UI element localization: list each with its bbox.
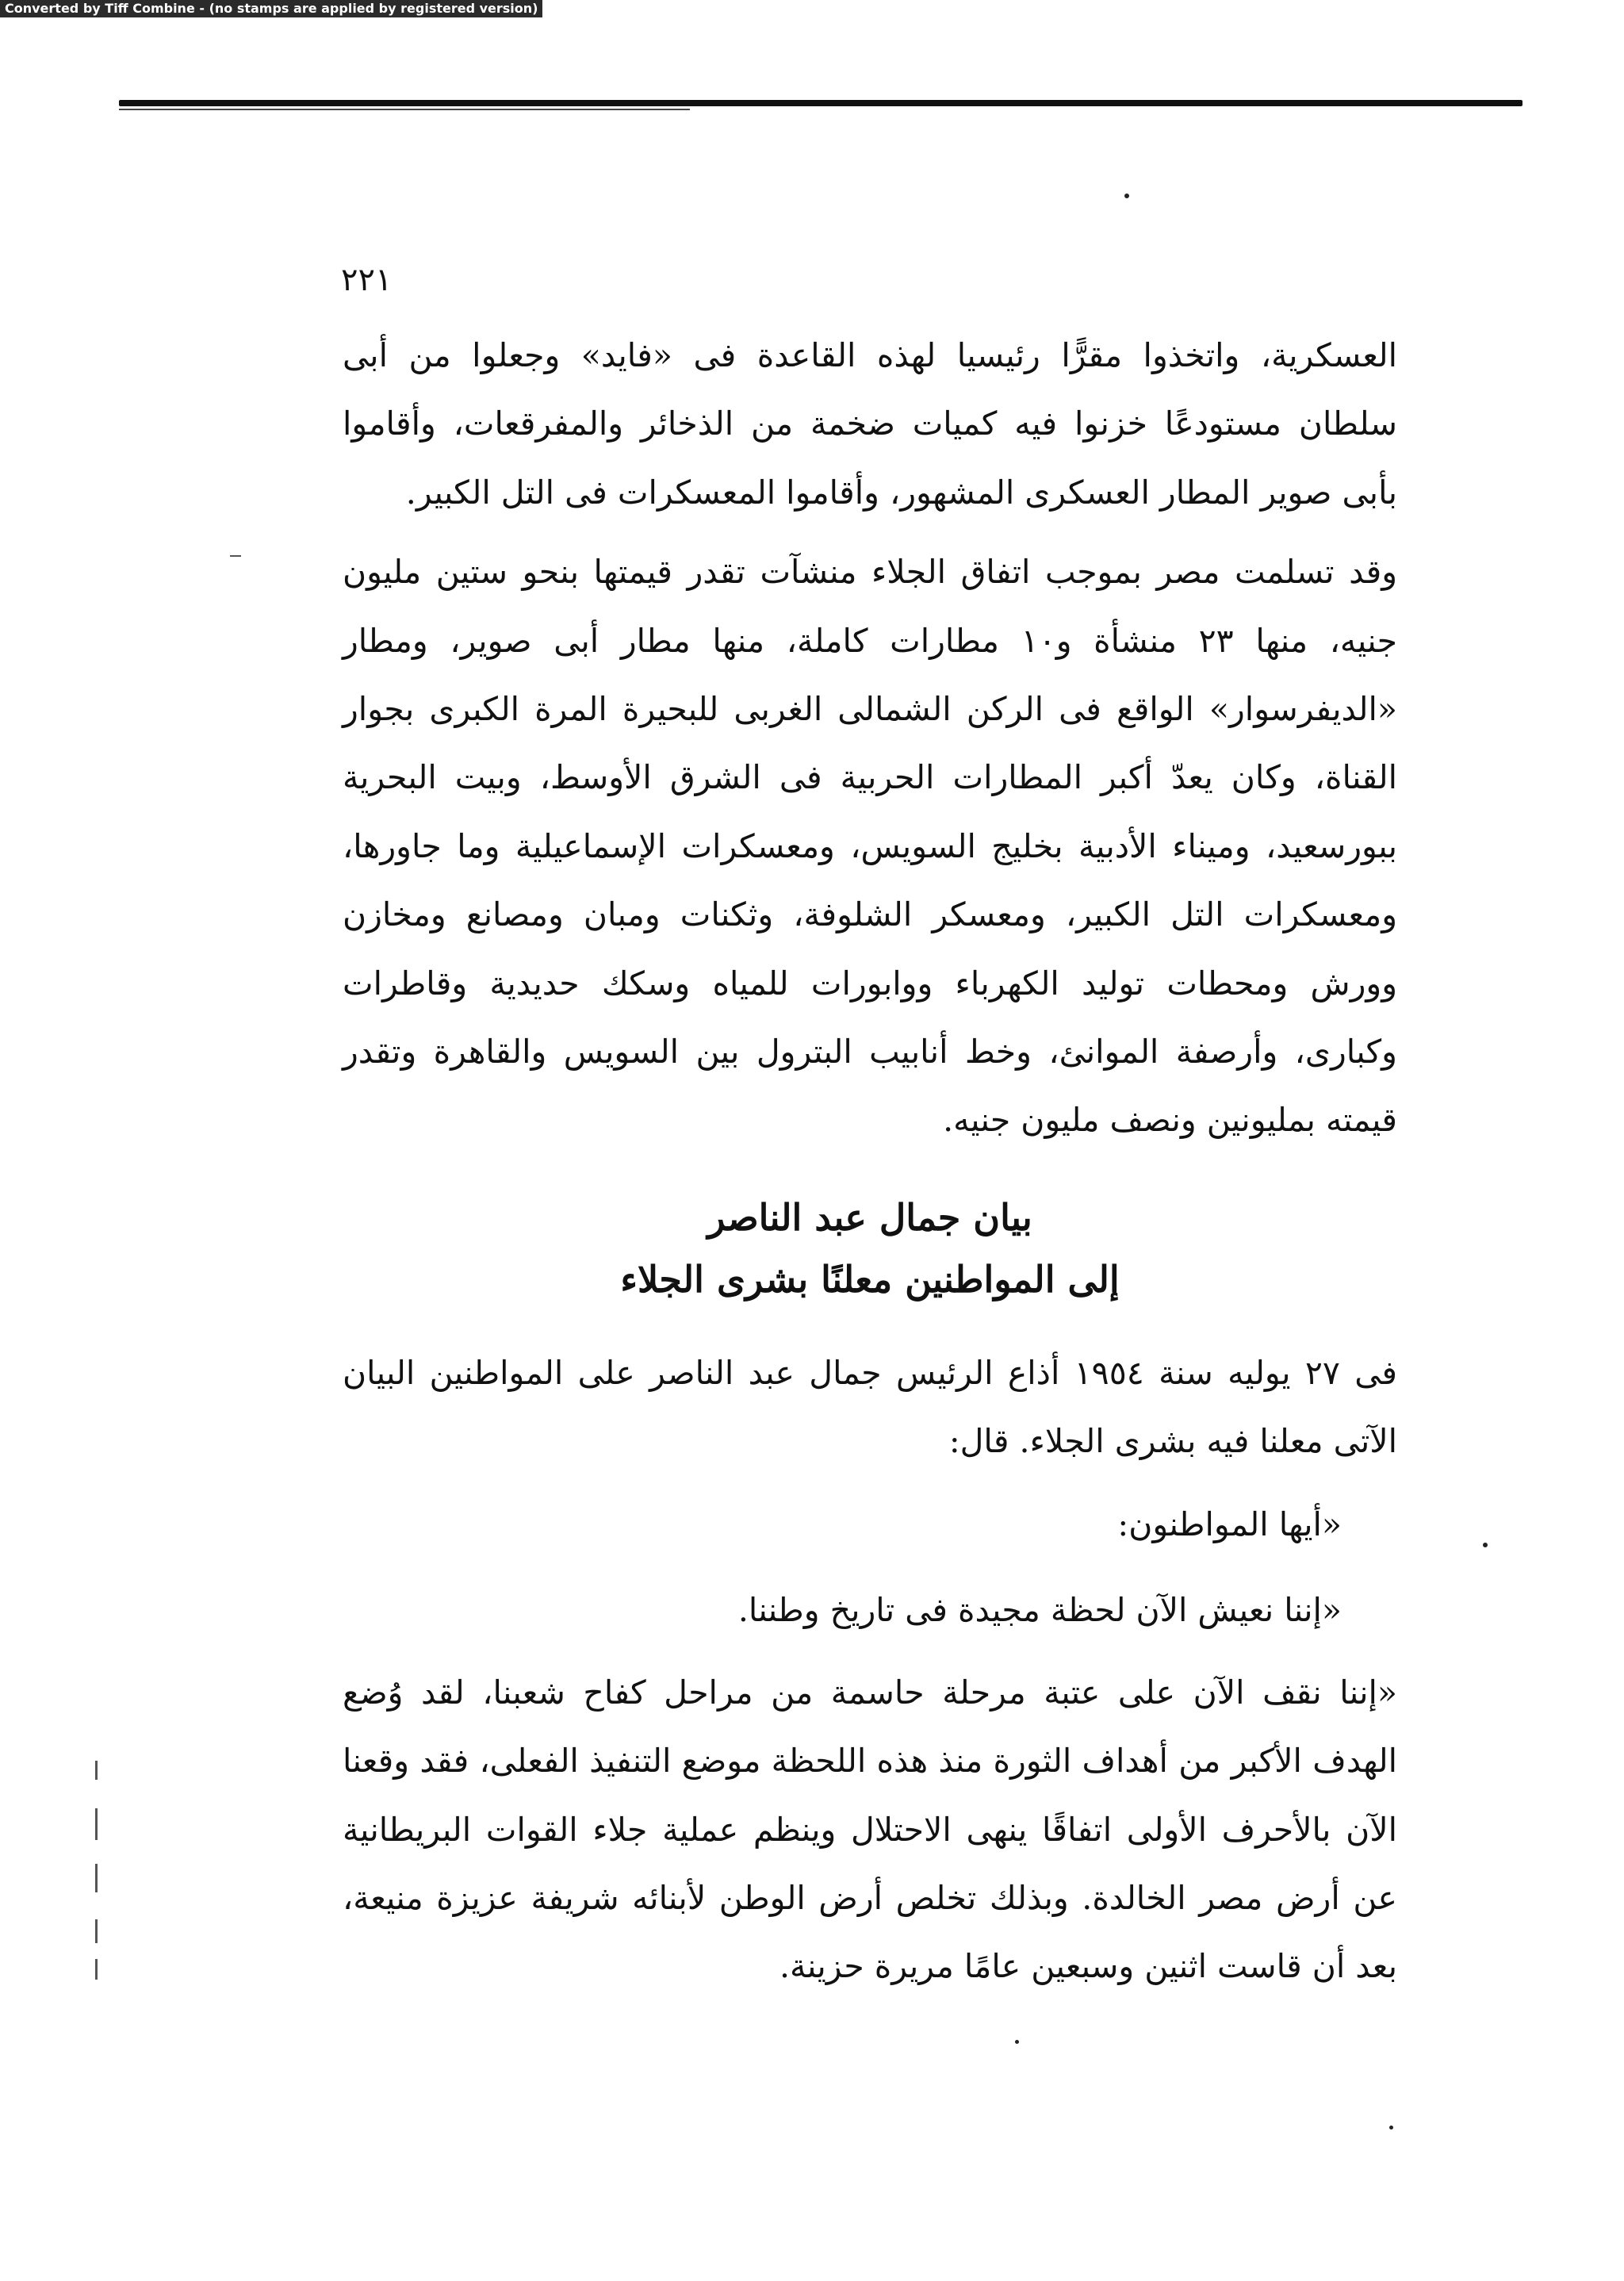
quote-decisive-stage: «إننا نقف الآن على عتبة مرحلة حاسمة من مراحل كفاح شعبنا، لقد وُضع الهدف الأكبر من أهداف الثورة منذ هذه اللحظة موضع التنفيذ الفعلى، فقد وقعنا الآن بالأحرف الأولى اتفاقًا ينهى الاحتلال وينظم عملية جلاء القوات البريطانية عن أرض مصر الخالدة. وبذلك تخلص أرض الوطن لأبنائه شريفة عزيزة منيعة، بعد أن قاست اثنين وسبعين عامًا مريرة حزينة. [343, 1673, 1397, 1986]
scan-speck [1483, 1543, 1488, 1547]
section-heading-line-2: إلى المواطنين معلنًا بشرى الجلاء [620, 1257, 1120, 1301]
scan-margin-tick [95, 1808, 98, 1840]
paragraph-evacuation-assets: وقد تسلمت مصر بموجب اتفاق الجلاء منشآت تقدر قيمتها بنحو ستين مليون جنيه، منها ٢٣ منشأة و١٠ مطارات كاملة، منها مطار أبى صوير، ومطار «الديفرسوار» الواقع فى الركن الشمالى الغربى للبحيرة المرة الكبرى بجوار القناة، وكان يعدّ أكبر المطارات الحربية فى الشرق الأوسط، وبيت البحرية ببورسعيد، وميناء الأدبية بخليج السويس، ومعسكرات الإسماعيلية وما جاورها، ومعسكرات التل الكبير، ومعسكر الشلوفة، وثكنات ومبان ومصانع ومخازن وورش ومحطات توليد الكهرباء ووابورات للمياه وسكك حديدية وقاطرات وكبارى، وأرصفة الموانئ، وخط أنابيب البترول بين السويس والقاهرة وتقدر قيمته بمليونين ونصف مليون جنيه. [343, 553, 1398, 1140]
scan-speck [1389, 2126, 1393, 2130]
scan-margin-tick [95, 1919, 98, 1943]
scan-margin-tick [95, 1864, 98, 1892]
scan-speck [1015, 2040, 1019, 2044]
section-heading-line-1: بيان جمال عبد الناصر [707, 1195, 1032, 1239]
page-body [343, 321, 1397, 2001]
section-heading [343, 1187, 1397, 1310]
quote-glorious-moment: «إننا نعيش الآن لحظة مجيدة فى تاريخ وطننا. [737, 1590, 1342, 1629]
paragraph-continuation: العسكرية، واتخذوا مقرًّا رئيسيا لهذه القاعدة فى «فايد» وجعلوا من أبى سلطان مستودعًا خزنوا فيه كميات ضخمة من الذخائر والمفرقعات، وأقاموا بأبى صوير المطار العسكرى المشهور، وأقاموا المعسكرات فى التل الكبير. [343, 336, 1397, 512]
converter-banner: Converted by Tiff Combine - (no stamps are applied by registered version) [0, 0, 542, 17]
scan-mark [230, 555, 241, 557]
scan-margin-tick [95, 1761, 98, 1780]
paragraph-announcement-intro: فى ٢٧ يوليه سنة ١٩٥٤ أذاع الرئيس جمال عبد الناصر على المواطنين البيان الآتى معلنا فيه بشرى الجلاء. قال: [343, 1353, 1397, 1461]
header-rule [119, 100, 1522, 106]
scan-speck [1124, 194, 1129, 198]
scan-margin-tick [95, 1959, 98, 1980]
quote-salutation: «أيها المواطنون: [1117, 1505, 1342, 1543]
page-number: ٢٢١ [341, 262, 393, 298]
header-rule-shadow [119, 109, 690, 110]
